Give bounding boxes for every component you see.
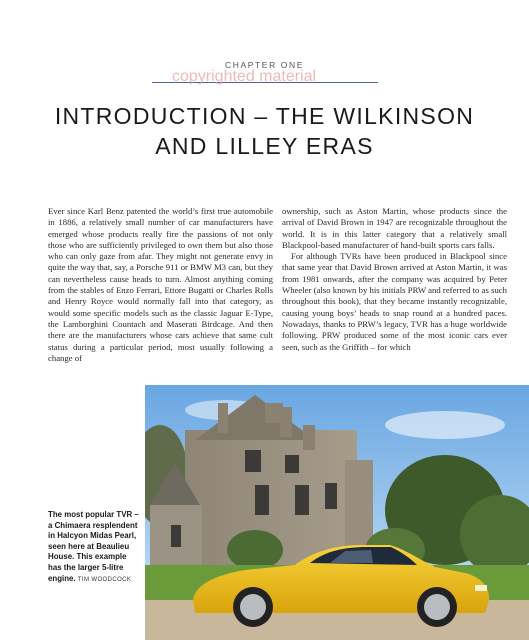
page-title-line-1: INTRODUCTION – THE WILKINSON [54,103,475,129]
body-paragraph: Ever since Karl Benz patented the world’s first true automobile in 1886, a relatively small number of car manufacturers have emerged whose products really fire the passions of not only those who are sufficiently privileged to own them but also those who can only gaze from afar. They might not generate envy in quite the way that, say, a Porsche 911 or BMW M3 can, but they can nevertheless cause heads to turn. Almost anything coming from the stables of Enzo Ferrari, Ettore Bugatti or Charles Rolls and Henry Royce would normally fall into that category, as would some specific models such as the classic Jaguar E-Type, the Lamborghini Countach and Maserati Birdcage. And then there are the manufacturers whose cars achieve that same cult status during a particular period, most usually following a change of [48,206,273,363]
chapter-label: CHAPTER ONE [225,60,304,70]
body-column-right [282,206,507,353]
body-paragraph: For although TVRs have been produced in Blackpool since that same year that David Brown arrived at Aston Martin, it was from 1981 onwards, after the company was acquired by Peter Wheeler (also known by his initials PRW and referred to as such throughout this book), that they became instantly recognizable, causing young boys’ heads to snap round at a hundred paces. Nowadays, thanks to PRW’s legacy, TVR has a huge worldwide following. PRW produced some of the most iconic cars ever seen, such as the Griffith – for which [282,251,507,352]
photo-caption [48,510,140,585]
car-photo [145,385,529,640]
caption-text: The most popular TVR – a Chimaera resplendent in Halcyon Midas Pearl, seen here at Beaulieu House. This example has the larger 5-litre engine. [48,510,139,583]
watermark-text: copyrighted material [172,68,317,85]
page-title [0,101,529,161]
body-paragraph: ownership, such as Aston Martin, whose products since the arrival of David Brown in 1947 are recognizable throughout the world. It is in this latter category that a relatively small Blackpool-based manufacturer of hand-built sports cars falls. [282,206,507,250]
photo-credit: TIM WOODCOCK [77,576,132,583]
page-title-line-2: AND LILLEY ERAS [155,133,374,159]
body-column-left [48,206,273,364]
